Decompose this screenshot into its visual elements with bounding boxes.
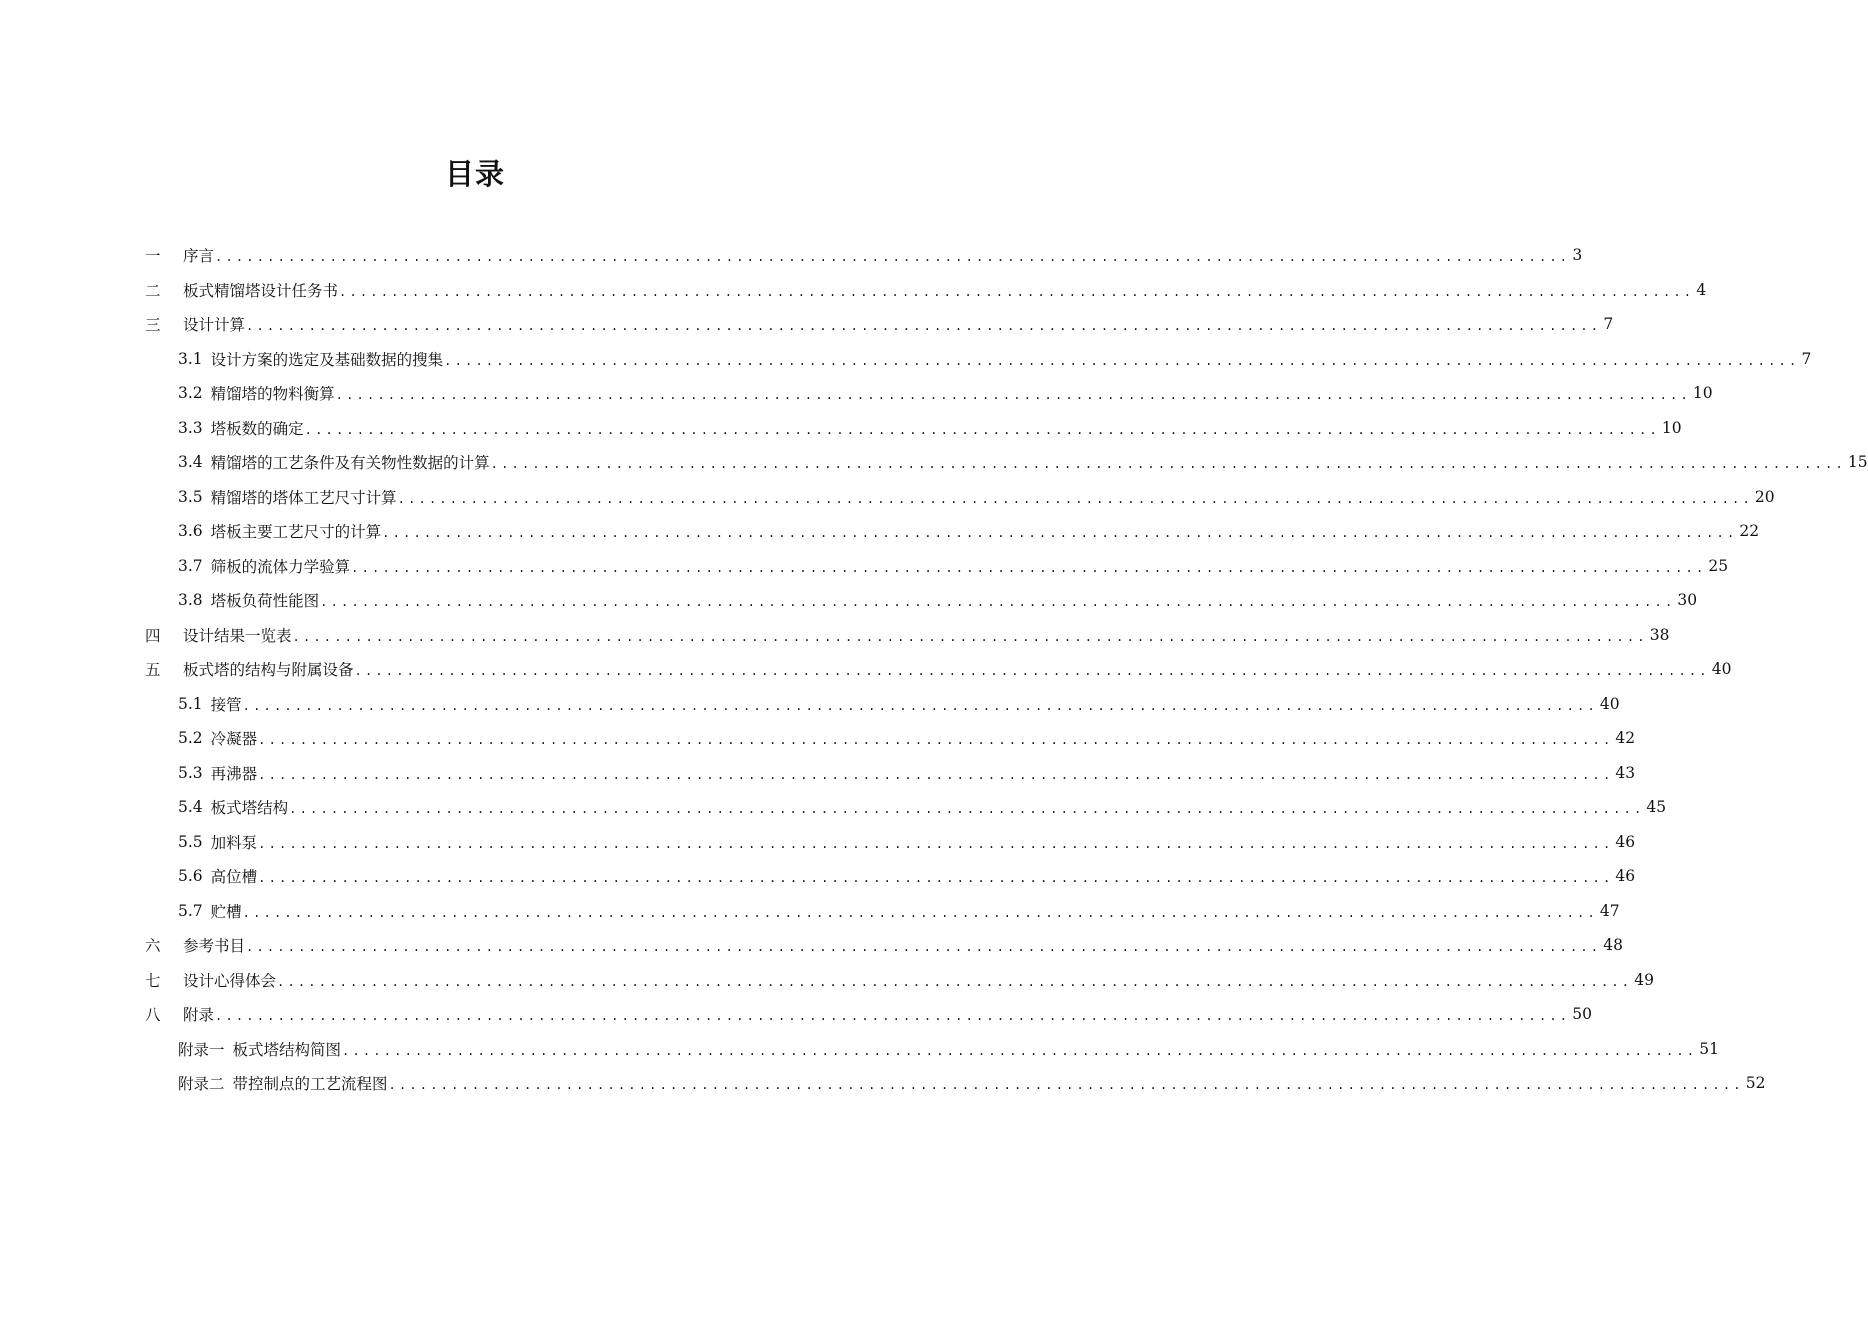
- toc-leader-dots: ..................................................................................................................................: [289, 802, 1645, 817]
- toc-entry-number: 5.5: [178, 832, 203, 851]
- toc-entry-page-number: 3: [1572, 246, 1583, 265]
- toc-entry-title: 板式精馏塔设计任务书: [183, 281, 339, 300]
- toc-entry-number: 六: [145, 937, 161, 956]
- toc-entry-page-number: 30: [1677, 591, 1698, 610]
- toc-entry-number: 5.4: [178, 798, 203, 817]
- toc-entry[interactable]: [145, 963, 1654, 998]
- toc-leader-dots: ..................................................................................................................................: [382, 526, 1738, 541]
- toc-entry[interactable]: [145, 307, 1614, 342]
- toc-entry[interactable]: [145, 1066, 1766, 1101]
- toc-entry-number: 五: [145, 661, 161, 680]
- toc-entry[interactable]: [145, 652, 1732, 687]
- toc-leader-dots: ..................................................................................................................................: [215, 1009, 1571, 1024]
- toc-leader-dots: ..................................................................................................................................: [246, 319, 1602, 334]
- toc-entry-title: 再沸器: [210, 764, 258, 783]
- toc-entry-title: 附录: [183, 1006, 215, 1025]
- toc-entry-title: 高位槽: [210, 868, 258, 887]
- toc-leader-dots: ..................................................................................................................................: [320, 595, 1676, 610]
- toc-entry-page-number: 51: [1699, 1039, 1719, 1058]
- toc-entry-number: 5.2: [178, 729, 203, 748]
- toc-entry-title: 设计结果一览表: [183, 626, 292, 645]
- toc-entry-page-number: 25: [1708, 556, 1729, 575]
- toc-entry-number: 七: [145, 971, 161, 990]
- toc-entry-title: 序言: [183, 247, 215, 266]
- toc-leader-dots: ..................................................................................................................................: [277, 974, 1633, 989]
- page-title: 目录: [444, 157, 505, 191]
- toc-entry[interactable]: [145, 238, 1583, 273]
- toc-entry-title: 板式塔结构: [210, 799, 289, 818]
- toc-entry-title: 精馏塔的塔体工艺尺寸计算: [210, 488, 397, 507]
- toc-entry-number: 5.6: [178, 867, 203, 886]
- toc-entry-page-number: 46: [1615, 867, 1636, 886]
- toc-entry-page-number: 22: [1739, 522, 1760, 541]
- toc-entry-page-number: 50: [1572, 1005, 1592, 1024]
- table-of-contents: [145, 238, 1868, 1101]
- toc-entry-page-number: 20: [1754, 487, 1775, 506]
- toc-entry-title: 设计心得体会: [183, 971, 277, 990]
- toc-entry[interactable]: [145, 411, 1682, 446]
- toc-entry[interactable]: [145, 894, 1620, 929]
- toc-entry-page-number: 47: [1599, 901, 1620, 920]
- toc-entry-title: 带控制点的工艺流程图: [232, 1075, 388, 1094]
- toc-entry-title: 精馏塔的物料衡算: [210, 385, 335, 404]
- toc-entry[interactable]: [145, 997, 1592, 1032]
- toc-entry-number: 3.6: [178, 522, 203, 541]
- toc-leader-dots: ..................................................................................................................................: [342, 1043, 1698, 1058]
- toc-entry-title: 板式塔结构简图: [232, 1040, 342, 1059]
- toc-entry-number: 3.4: [178, 453, 203, 472]
- toc-leader-dots: ..................................................................................................................................: [490, 457, 1846, 472]
- toc-leader-dots: ..................................................................................................................................: [242, 905, 1598, 920]
- toc-entry-title: 塔板主要工艺尺寸的计算: [210, 523, 382, 542]
- toc-entry-number: 三: [145, 316, 161, 335]
- toc-entry-page-number: 38: [1649, 625, 1670, 644]
- toc-entry-page-number: 10: [1692, 384, 1713, 403]
- toc-entry-page-number: 43: [1615, 763, 1636, 782]
- toc-entry-title: 加料泵: [210, 833, 258, 852]
- toc-entry-number: 3.8: [178, 591, 203, 610]
- toc-entry-page-number: 49: [1634, 970, 1654, 989]
- toc-entry[interactable]: [145, 342, 1812, 377]
- toc-leader-dots: ..................................................................................................................................: [444, 353, 1800, 368]
- toc-leader-dots: ..................................................................................................................................: [258, 733, 1614, 748]
- toc-leader-dots: ..................................................................................................................................: [292, 629, 1648, 644]
- toc-entry-page-number: 48: [1603, 936, 1623, 955]
- toc-entry-number: 一: [145, 247, 161, 266]
- toc-leader-dots: ..................................................................................................................................: [354, 664, 1710, 679]
- toc-entry[interactable]: [145, 756, 1636, 791]
- toc-entry-page-number: 7: [1603, 315, 1614, 334]
- toc-entry[interactable]: [145, 721, 1636, 756]
- toc-entry-number: 附录一: [178, 1040, 225, 1059]
- toc-leader-dots: ..................................................................................................................................: [258, 871, 1614, 886]
- toc-entry-title: 冷凝器: [210, 730, 258, 749]
- toc-entry-title: 参考书目: [183, 937, 246, 956]
- toc-entry[interactable]: [145, 687, 1620, 722]
- toc-entry-title: 精馏塔的工艺条件及有关物性数据的计算: [210, 454, 490, 473]
- toc-entry-page-number: 42: [1615, 729, 1636, 748]
- toc-entry-number: 附录二: [178, 1075, 225, 1094]
- toc-entry[interactable]: [145, 273, 1707, 308]
- toc-leader-dots: ..................................................................................................................................: [339, 284, 1695, 299]
- toc-entry-page-number: 52: [1745, 1074, 1766, 1093]
- toc-entry[interactable]: [145, 445, 1868, 480]
- toc-entry-number: 5.7: [178, 901, 203, 920]
- toc-entry-title: 设计计算: [183, 316, 246, 335]
- toc-entry-number: 3.3: [178, 418, 203, 437]
- toc-entry-number: 5.1: [178, 694, 203, 713]
- toc-leader-dots: ..................................................................................................................................: [242, 698, 1598, 713]
- toc-entry-page-number: 7: [1801, 349, 1812, 368]
- toc-entry-title: 接管: [210, 695, 242, 714]
- toc-entry[interactable]: [145, 480, 1775, 515]
- toc-leader-dots: ..................................................................................................................................: [388, 1078, 1744, 1093]
- toc-entry[interactable]: [145, 583, 1698, 618]
- toc-entry-title: 塔板负荷性能图: [210, 592, 320, 611]
- toc-entry-page-number: 45: [1646, 798, 1667, 817]
- toc-entry-number: 3.2: [178, 384, 203, 403]
- toc-entry-number: 八: [145, 1006, 161, 1025]
- toc-leader-dots: ..................................................................................................................................: [258, 836, 1614, 851]
- toc-leader-dots: ..................................................................................................................................: [258, 767, 1614, 782]
- toc-entry-number: 二: [145, 281, 161, 300]
- toc-entry[interactable]: [145, 859, 1636, 894]
- toc-entry[interactable]: [145, 928, 1623, 963]
- toc-leader-dots: ..................................................................................................................................: [246, 940, 1602, 955]
- toc-entry[interactable]: [145, 549, 1729, 584]
- toc-entry[interactable]: [145, 1032, 1719, 1067]
- toc-entry-title: 板式塔的结构与附属设备: [183, 661, 354, 680]
- toc-entry-page-number: 10: [1661, 418, 1682, 437]
- toc-entry[interactable]: [145, 790, 1667, 825]
- toc-entry-page-number: 4: [1696, 280, 1707, 299]
- toc-entry-number: 四: [145, 626, 161, 645]
- toc-leader-dots: ..................................................................................................................................: [215, 250, 1571, 265]
- toc-leader-dots: ..................................................................................................................................: [335, 388, 1691, 403]
- toc-entry-page-number: 46: [1615, 832, 1636, 851]
- toc-entry-number: 3.1: [178, 349, 203, 368]
- toc-entry-page-number: 40: [1599, 694, 1620, 713]
- toc-leader-dots: ..................................................................................................................................: [351, 560, 1707, 575]
- toc-entry-page-number: 40: [1711, 660, 1732, 679]
- toc-entry[interactable]: [145, 376, 1713, 411]
- toc-entry[interactable]: [145, 514, 1760, 549]
- toc-entry-title: 筛板的流体力学验算: [210, 557, 351, 576]
- toc-entry-number: 3.7: [178, 556, 203, 575]
- toc-entry-title: 塔板数的确定: [210, 419, 304, 438]
- toc-entry-number: 3.5: [178, 487, 203, 506]
- toc-leader-dots: ..................................................................................................................................: [397, 491, 1753, 506]
- toc-entry-page-number: 15: [1847, 453, 1868, 472]
- toc-entry-title: 贮槽: [210, 902, 242, 921]
- toc-entry-title: 设计方案的选定及基础数据的搜集: [210, 350, 444, 369]
- toc-entry[interactable]: [145, 618, 1670, 653]
- toc-entry[interactable]: [145, 825, 1636, 860]
- toc-leader-dots: ..................................................................................................................................: [304, 422, 1660, 437]
- toc-entry-number: 5.3: [178, 763, 203, 782]
